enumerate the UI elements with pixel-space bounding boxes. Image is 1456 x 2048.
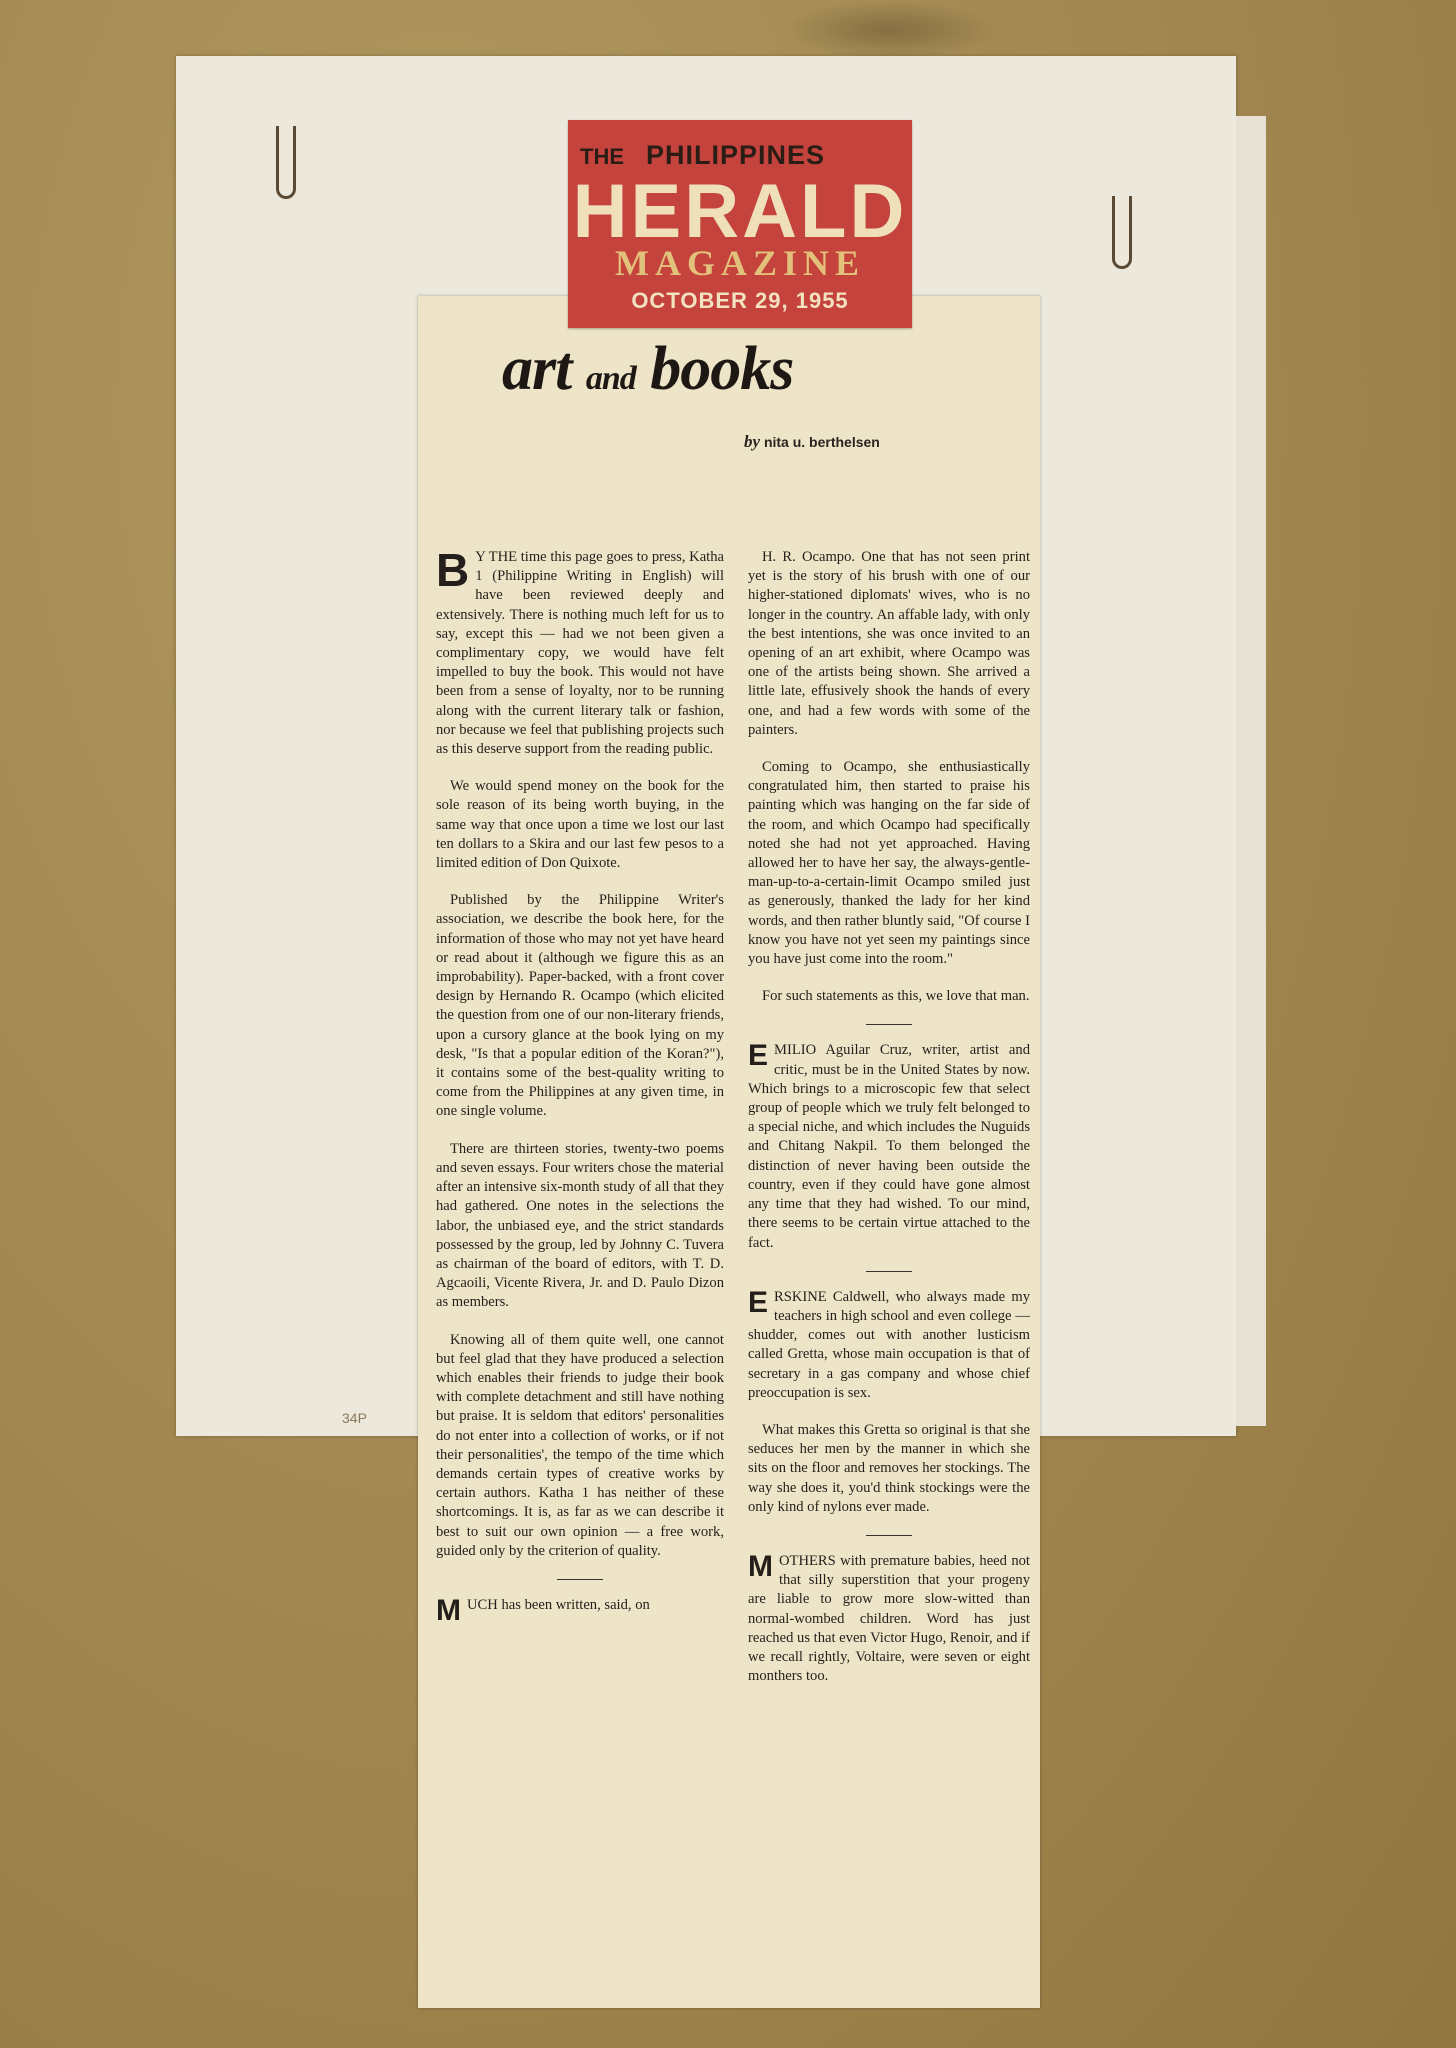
staple-mark-right (1112, 196, 1132, 269)
paragraph: There are thirteen stories, twenty-two poems and seven essays. Four writers chose the material after an intensive six-month study of all that they had gathered. One notes in the selections the labor, the unbiased eye, and the strict standards possessed by the group, led by Johnny C. Tuvera as chairman of the board of editors, with T. D. Agcaoili, Vicente Rivera, Jr. and D. Paulo Dizon as members. (436, 1140, 724, 1311)
paragraph-text: UCH has been written, said, on (467, 1596, 650, 1613)
staple-mark-left (276, 126, 296, 199)
section-separator (866, 1024, 912, 1025)
section-separator (557, 1579, 603, 1580)
paragraph (436, 1593, 724, 1627)
title-art: art (502, 335, 572, 403)
paragraph-text: MILIO Aguilar Cruz, writer, artist and critic, must be in the United States by now. Which brings to a microscopic few that select group of people which we truly felt belonged to a special niche, and which includes the Nuguids and Chitang Nakpil. To them belonged the distinction of never having been outside the country, even if they could have gone almost any time that they had wished. To our mind, there seems to be certain virtue attached to the fact. (748, 1042, 1030, 1251)
paragraph: H. R. Ocampo. One that has not seen print yet is the story of his brush with one of our higher-stationed diplomats' wives, who is no longer in the country. An affable lady, with only the best intentions, she was once invited to an opening of an art exhibit, where Ocampo was one of the artists being shown. She arrived a little late, effusively shook the hands of every one, and had a few words with some of the painters. (748, 549, 1030, 738)
masthead-magazine: MAGAZINE (614, 243, 865, 283)
masthead (568, 120, 912, 328)
paragraph (436, 544, 724, 759)
drop-cap: E (748, 1285, 769, 1319)
masthead-the: THE (580, 144, 624, 169)
paragraph (748, 1285, 1030, 1403)
paragraph (748, 1041, 1030, 1252)
byline-by: by (744, 432, 761, 451)
section-separator (866, 1535, 912, 1536)
paragraph-text: RSKINE Caldwell, who always made my teachers in high school and even college — shudder, comes out with another lusticism called Gretta, whose main occupation is that of secretary in a gas company and whose chief preoccupation is sex. (748, 1288, 1030, 1401)
paragraph (748, 1549, 1030, 1686)
drop-cap: M (748, 1549, 773, 1583)
backing-sheet-edge (1236, 116, 1266, 1426)
paragraph: We would spend money on the book for the sole reason of its being worth buying, in the same way that once upon a time we lost our last ten dollars to a Skira and our last few pesos to a limited edition of Don Quixote. (436, 778, 724, 872)
article-left-column (436, 544, 724, 1633)
column-title (502, 334, 793, 405)
board-stain (780, 0, 1000, 60)
title-books: books (650, 335, 794, 403)
drop-cap: B (436, 544, 470, 596)
paragraph: For such statements as this, we love that man. (762, 988, 1030, 1005)
margin-note: 34P (342, 1410, 367, 1426)
paragraph-text: Y THE time this page goes to press, Katha 1 (Philippine Writing in English) will have been reviewed deeply and extensively. There is nothing much left for us to say, except this — had we not been given a complimentary copy, we would have felt impelled to buy the book. This would not have been from a sense of loyalty, nor to be running along with the current literary talk or fashion, nor because we feel that publishing projects such as this deserve support from the reading public. (436, 549, 724, 758)
masthead-philippines: PHILIPPINES (646, 140, 826, 170)
section-separator (866, 1271, 912, 1272)
paragraph: Published by the Philippine Writer's association, we describe the book here, for the information of those who may not yet have heard or read about it (although we figure this as an improbability). Paper-backed, with a front cover design by Hernando R. Ocampo (which elicited the question from one of our non-literary friends, upon a cursory glance at the book lying on my desk, "Is that a popular edition of the Koran?"), it contains some of the best-quality writing to come from the Philippines at any given time, in one single volume. (436, 892, 724, 1120)
article-right-column (748, 548, 1030, 1704)
title-and: and (585, 360, 636, 397)
masthead-herald: HERALD (572, 169, 908, 254)
byline-name: nita u. berthelsen (763, 434, 880, 450)
paragraph: What makes this Gretta so original is that she seduces her men by the manner in which she sits on the floor and removes her stockings. The way she does it, you'd think stockings were the only kind of nylons ever made. (748, 1421, 1030, 1515)
paragraph: Coming to Ocampo, she enthusiastically congratulated him, then started to praise his painting which was hanging on the far side of the room, and which Ocampo had specifically noted she had not yet approached. Having allowed her to have her say, the always-gentle-man-up-to-a-certain-limit Ocampo smiled just as generously, thanked the lady for her kind words, and then rather bluntly said, "Of course I know you have not yet seen my paintings since you have just come into the room." (748, 759, 1030, 968)
paragraph: Knowing all of them quite well, one cannot but feel glad that they have produced a selection which enables their friends to judge their book with complete detachment and still have nothing but praise. It is seldom that editors' personalities do not enter into a collection of works, or if not their personalities', the tempo of the time which demands certain types of creative works by certain authors. Katha 1 has neither of these shortcomings. It is, as far as we can describe it best to suit our own opinion — a free work, guided only by the criterion of quality. (436, 1331, 724, 1559)
masthead-date: OCTOBER 29, 1955 (631, 288, 849, 313)
drop-cap: E (748, 1039, 769, 1073)
paragraph-text: OTHERS with premature babies, heed not that silly superstition that your progeny are liable to grow more slow-witted than normal-wombed children. Word has just reached us that even Victor Hugo, Renoir, and if we recall rightly, Voltaire, were seven or eight monthers too. (748, 1552, 1030, 1685)
drop-cap: M (436, 1593, 461, 1627)
byline (744, 432, 880, 452)
